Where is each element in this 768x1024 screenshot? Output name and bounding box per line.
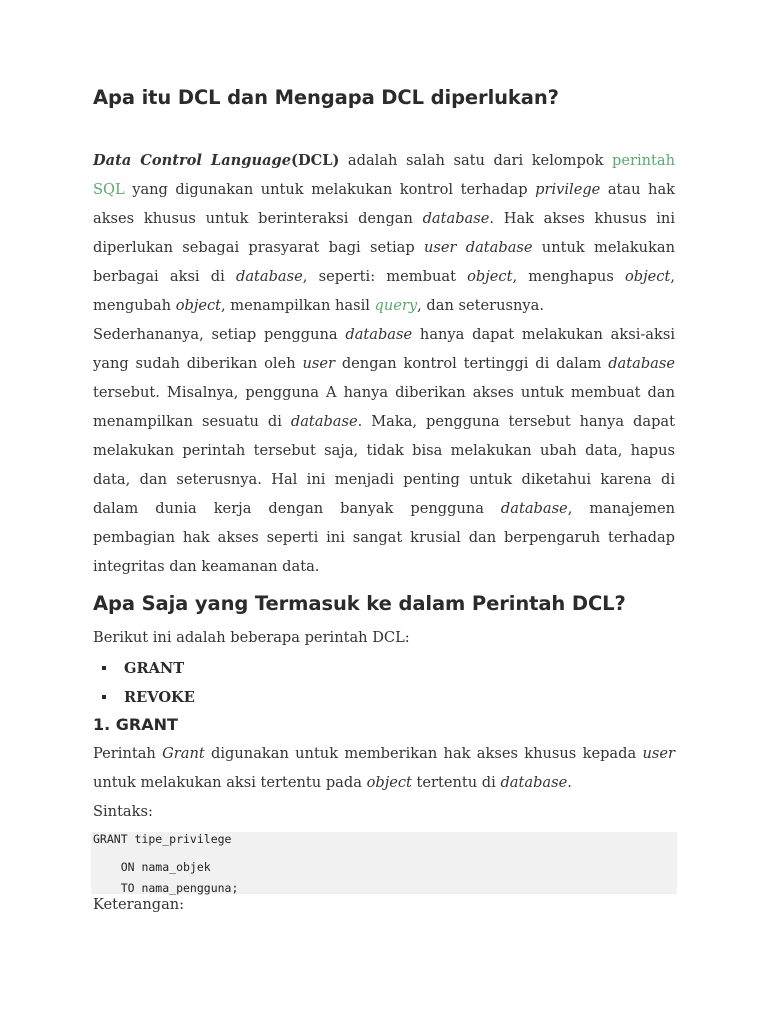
text: . Maka, pengguna tersebut hanya dapat melakukan perintah tersebut saja, tidak bisa melakukan ubah data, hapus data, dan seterusnya. Hal ini menjadi penting untuk diketahui karena di dalam dunia kerja dengan banyak pengguna <box>93 413 675 517</box>
text: atau hak akses khusus untuk berinteraksi dengan <box>93 181 675 227</box>
term-user-database: user database <box>423 239 533 256</box>
link-perintah-sql[interactable]: perintah SQL <box>93 152 676 198</box>
text: , mengubah <box>93 268 675 314</box>
code-block-grant <box>91 832 677 894</box>
list-item-grant <box>93 654 195 683</box>
list-intro: Berikut ini adalah beberapa perintah DCL: <box>93 629 410 646</box>
text: hanya dapat melakukan aksi-aksi yang sudah diberikan oleh <box>93 326 675 372</box>
text: adalah salah satu dari kelompok <box>339 152 613 169</box>
list-item-label: REVOKE <box>124 689 195 706</box>
paragraph-dcl-explanation <box>93 320 675 581</box>
heading-grant: 1. GRANT <box>93 715 178 734</box>
list-item-revoke <box>93 683 195 712</box>
text: Sederhananya, setiap pengguna <box>93 326 346 343</box>
text: digunakan untuk memberikan hak akses khusus kepada <box>204 745 643 762</box>
sintaks-label: Sintaks: <box>93 803 153 820</box>
list-item-label: GRANT <box>124 660 185 677</box>
code-line: GRANT tipe_privilege <box>93 832 232 846</box>
text: , seperti: membuat <box>302 268 468 285</box>
paragraph-dcl-definition <box>93 146 675 320</box>
term-user: user <box>302 355 335 372</box>
paragraph-grant <box>93 739 675 797</box>
bullet-icon <box>102 695 106 699</box>
text: untuk melakukan berbagai aksi di <box>93 239 676 285</box>
heading-dcl-commands: Apa Saja yang Termasuk ke dalam Perintah DCL? <box>93 592 626 615</box>
text: Perintah <box>93 745 163 762</box>
text: , dan seterusnya. <box>417 297 544 314</box>
text: , manajemen pembagian hak akses seperti ini sangat krusial dan berpengaruh terhadap integritas dan keamanan data. <box>93 500 675 575</box>
text: tersebut. Misalnya, pengguna A hanya diberikan akses untuk membuat dan menampilkan sesuatu di <box>93 384 675 430</box>
bullet-icon <box>102 666 106 670</box>
term-database: database <box>345 326 413 343</box>
text: tertentu di <box>411 774 501 791</box>
heading-what-is-dcl: Apa itu DCL dan Mengapa DCL diperlukan? <box>93 86 559 109</box>
text: yang digunakan untuk melakukan kontrol terhadap <box>124 181 536 198</box>
term-database: database <box>422 210 490 227</box>
abbr-dcl: (DCL) <box>291 152 340 169</box>
term-privilege: privilege <box>535 181 601 198</box>
command-list <box>93 654 195 712</box>
term-object: object <box>175 297 222 314</box>
term-object: object <box>625 268 671 285</box>
term-database: database <box>235 268 303 285</box>
code-line: TO nama_pengguna; <box>93 881 239 895</box>
term-database: database <box>608 355 675 372</box>
text: . <box>567 774 572 791</box>
text: , menampilkan hasil <box>221 297 375 314</box>
text: dengan kontrol tertinggi di dalam <box>334 355 609 372</box>
text: , menghapus <box>512 268 626 285</box>
term-dcl: Data Control Language <box>93 152 292 169</box>
term-database: database <box>500 774 568 791</box>
term-object: object <box>366 774 412 791</box>
term-grant: Grant <box>162 745 205 762</box>
text: . Hak akses khusus ini diperlukan sebagai prasyarat bagi setiap <box>93 210 675 256</box>
term-database: database <box>500 500 568 517</box>
text: untuk melakukan aksi tertentu pada <box>93 774 367 791</box>
term-database: database <box>290 413 358 430</box>
term-object: object <box>467 268 513 285</box>
code-line: ON nama_objek <box>93 860 211 874</box>
keterangan-label: Keterangan: <box>93 896 185 913</box>
link-query[interactable]: query <box>374 297 418 314</box>
term-user: user <box>642 745 675 762</box>
